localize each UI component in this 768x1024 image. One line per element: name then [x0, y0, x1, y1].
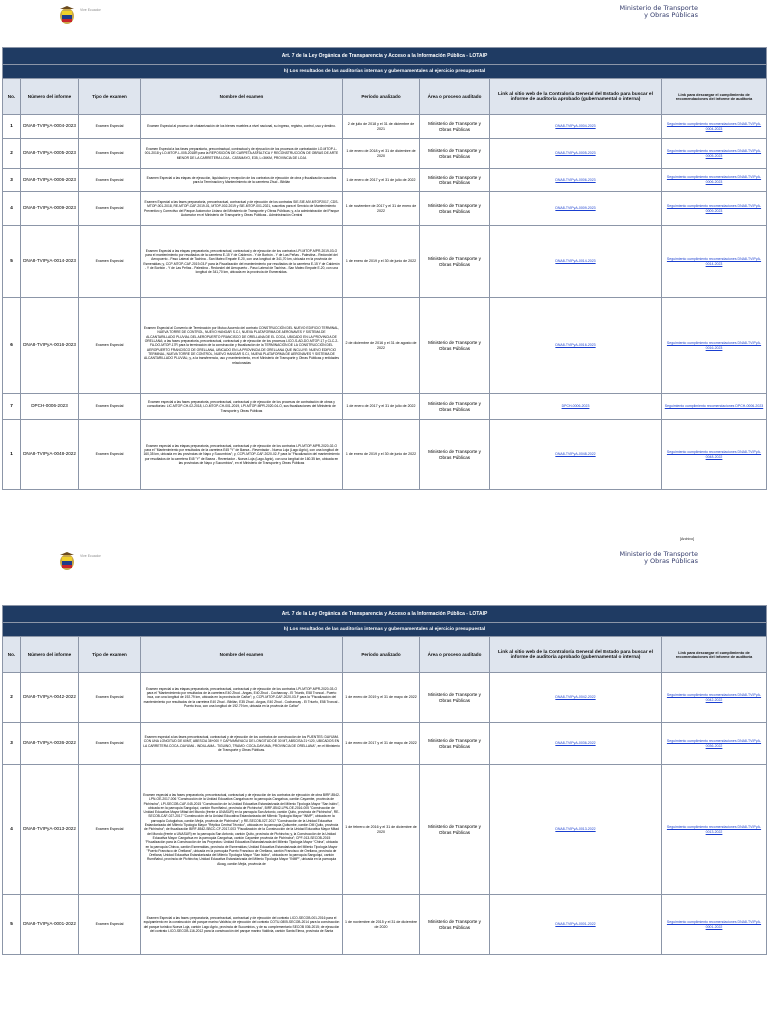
follow-up-link[interactable]: Seguimiento cumplimiento recomendaciones DNA8-TVIPyA-0009-2023: [666, 203, 762, 213]
period-analyzed: 1 de enero de 2019 y el 30 de junio de 2022: [343, 420, 420, 490]
cge-report-link[interactable]: DNA8-TVIPyA-0014-2023: [555, 259, 596, 264]
follow-link-cell: [662, 298, 767, 394]
audit-table-page-2: [2, 605, 767, 955]
exam-type: Examen Especial: [79, 115, 141, 139]
cge-report-link[interactable]: DNA8-TVIPyA-0005-2023: [555, 151, 596, 156]
exam-type: Examen Especial: [79, 895, 141, 955]
cge-link-cell: [490, 115, 662, 139]
report-number: DPCH-0006-2023: [21, 394, 79, 420]
report-number: DNA8-TVIPyA-0005-2023: [21, 139, 79, 169]
cge-link-cell: [490, 139, 662, 169]
follow-up-link[interactable]: Seguimiento cumplimiento recomendaciones DNA8-TVIPyA-0013-2022: [666, 824, 762, 834]
cge-report-link[interactable]: DNA8-TVIPyA-0042-2022: [555, 695, 596, 700]
follow-link-cell: [662, 115, 767, 139]
period-analyzed: 1 de enero de 2018 y el 31 de diciembre de 2020: [343, 139, 420, 169]
ministry-line-2: y Obras Públicas: [644, 557, 698, 565]
page-2-viewport: [0, 605, 768, 1024]
row-number: 3: [3, 169, 21, 192]
cge-report-link[interactable]: DNA8-TVIPyA-0009-2023: [555, 206, 596, 211]
audit-table-page-1: [2, 47, 767, 490]
period-analyzed: 1 de noviembre de 2015 y el 31 de diciembre de 2020: [343, 895, 420, 955]
cge-link-cell: [490, 765, 662, 895]
row-number: 5: [3, 895, 21, 955]
table-subtitle: h) Los resultados de las auditorías internas y gubernamentales al ejercicio presupuestal: [3, 65, 767, 79]
row-number: 1: [3, 115, 21, 139]
exam-name: Examen especial a las etapas preparatoria, precontractual, contractual y de ejecución de los contratos LPI-MTOP-MPR-2020-02-O para el "Mantenimiento por resultados de la carretera E45 "Y" de Baeza - Reventador - Nueva Loja (Lago Agrio), con una longitud de 160,35 km, ubicada en las provincias de Napo y Sucumbíos"; y, CCPI-MTOP-CAF-2020-02-F para la "Fiscalización del mantenimiento por resultados de la carretera E45 "Y" de Baeza - Reventador - Nueva Loja (Lago Agrio), con una longitud de 160.35 km, ubicada en las provincias de Napo y Sucumbíos", en el Ministerio de Transporte y Obras Públicas: [141, 420, 343, 490]
exam-name: Examen Especial al proceso de chatarrización de los bienes muebles a nivel nacional, su ingreso, registro, control, uso y destino.: [141, 115, 343, 139]
audited-area: Ministerio de Transporte y Obras Públicas: [420, 226, 490, 298]
audited-area: Ministerio de Transporte y Obras Públicas: [420, 139, 490, 169]
col-header-exam: Nombre del examen: [141, 637, 343, 673]
col-header-follow-link: Link para descargar el cumplimiento de recomendaciones del informe de auditoría: [662, 79, 767, 115]
cge-link-cell: [490, 192, 662, 226]
follow-up-link[interactable]: Seguimiento cumplimiento recomendaciones DNA8-TVIPyA-0006-2023: [666, 175, 762, 184]
exam-name: Examen especial a las fases preparatoria, precontractual, contractual y de ejecución de los contratos de ejecución de obra BIRF-8542-LPN-OE-2017-006 "Construcción de la Unidad Educativa Cangahua en la parroquia Cangahua, cantón Cayambe, provincia de Pichincha", LPI-SECOB-CAF-045-2015 "Construcción de la Unidad Educativa Estandarizada del Milenio Tipología Mayor "San Isidro", ubicada en la parroquia Sangolquí, cantón Rumiñahui, provincia de Pichincha", BIRF-8542-LPN-OE-2016-005 "Construcción de Unidad Educativa Mayor Mitad del Mundo (frente a UNASUR) en la parroquia San Antonio, cantón Quito, provincia de Pichincha", RE-SECOB-CAF-027-2017 "Construcción de la Unidad Educativa Estandarizada del Milenio Tipología Mayor "INMP", ubicada en la parroquia Cutuglahua, cantón Mejía, provincia de Pichincha"; y RE-SECOB-027-2017 "Construcción de la Unidad Educativa Estandarizada del Milenio Tipología Mayor "Réplica Central Técnico", ubicada en la parroquia Quitumbe, cantón DM Quito, provincia de Pichincha"; de fiscalización BIRF-8542-SBCC-CF-2017-003 "Fiscalización de la Construcción de la Unidad Educativa Mayor Mitad del Mundo (frente a UNASUR) en la parroquia San Antonio, cantón Quito, provincia de Pichincha; y, la Construcción de la Unidad Educativa Mayor Cangahua en la parroquia Cangahua, cantón Cayambe provincia de Pichincha"; CPF-013-SECOB-2015 "Fiscalización para la Construcción de los Proyectos: Unidad Educativa Estandarizada del Milenio Tipología Mayor "China", ubicada en la parroquia Chinca, cantón Esmeraldas, provincia de Esmeraldas; Unidad Educativa Estandarizada del Milenio Tipología Mayor "Puerto Francisco de Orellana", ubicada en la parroquia Puerto Francisco de Orellana, cantón Francisco de Orellana, provincia de Orellana; Unidad Educativa Estandarizada del Milenio Tipología Mayor "San Isidro", ubicada en la parroquia Sangolquí, cantón Rumiñahui, provincia de Pichincha; Unidad Educativa Estandarizada del Milenio Tipología Mayor "INMP", ubicada en la parroquia Aloag, cantón Mejía, provincia de: [141, 765, 343, 895]
report-number: DNA8-TVIPyA-0004-2023: [21, 115, 79, 139]
follow-up-link[interactable]: Seguimiento cumplimiento recomendaciones DNA8-TVIPyA-0005-2023: [666, 148, 762, 158]
report-number: DNA8-TVIPyA-0036-2022: [21, 723, 79, 765]
table-row: [3, 723, 767, 765]
ministry-name: [620, 5, 699, 19]
cge-link-cell: [490, 895, 662, 955]
cge-link-cell: [490, 420, 662, 490]
table-row: [3, 895, 767, 955]
row-number: 5: [3, 226, 21, 298]
cge-link-cell: [490, 298, 662, 394]
exam-type: Examen Especial: [79, 192, 141, 226]
table-row: [3, 765, 767, 895]
table-row: [3, 226, 767, 298]
cge-report-link[interactable]: DNA8-TVIPyA-0013-2022: [555, 827, 596, 832]
audited-area: Ministerio de Transporte y Obras Públicas: [420, 394, 490, 420]
follow-link-cell: [662, 139, 767, 169]
follow-link-cell: [662, 169, 767, 192]
row-number: 4: [3, 192, 21, 226]
table-row: [3, 673, 767, 723]
ecuador-logo: [56, 6, 78, 26]
exam-type: Examen Especial: [79, 723, 141, 765]
logo-text: Vive Ecuador: [80, 8, 101, 12]
report-number: DNA8-TVIPyA-0016-2023: [21, 298, 79, 394]
col-header-area: Área o proceso auditado: [420, 637, 490, 673]
col-header-no: No.: [3, 637, 21, 673]
audited-area: Ministerio de Transporte y Obras Públicas: [420, 115, 490, 139]
follow-link-cell: [662, 673, 767, 723]
exam-type: Examen Especial: [79, 765, 141, 895]
period-analyzed: 1 de enero de 2019 y el 30 de junio de 2022: [343, 226, 420, 298]
cge-report-link[interactable]: DNA8-TVIPyA-0016-2023: [555, 343, 596, 348]
col-header-tipo: Tipo de examen: [79, 79, 141, 115]
cge-link-cell: [490, 226, 662, 298]
col-header-cge-link: Link al sitio web de la Contraloría General del Estado para buscar el informe de auditoría aprobado (gubernamental o interna): [490, 637, 662, 673]
period-analyzed: 1 de enero de 2019 y el 31 de mayo de 2022: [343, 673, 420, 723]
follow-up-link[interactable]: Seguimiento cumplimiento recomendaciones DNA8-TVIPyA-0042-2022: [666, 692, 762, 702]
follow-link-cell: [662, 723, 767, 765]
exam-type: Examen Especial: [79, 394, 141, 420]
table-row: [3, 169, 767, 192]
follow-up-link[interactable]: Seguimiento cumplimiento recomendaciones DNA8-TVIPyA-0016-2023: [666, 340, 762, 350]
col-header-exam: Nombre del examen: [141, 79, 343, 115]
exam-name: Examen Especial a las fases preparatoria, precontractual, contractual y de ejecución de los procesos de contratación LO-MTOP-L-001-2018 y LO-MTOP-L-005-2018R para la REPOSICIÓN DE CARPETA ASFÁLTICA Y RECONSTRUCCIÓN DE OBRAS DE ARTE MENOR DE LA CARRETERA LOJA - CATAMAYO, E35, L=36KM, PROVINCIA DE LOJA: [141, 139, 343, 169]
follow-up-link[interactable]: Seguimiento cumplimiento recomendaciones DNA8-TVIPyA-0048-2022: [666, 449, 762, 459]
col-header-area: Área o proceso auditado: [420, 79, 490, 115]
cge-report-link[interactable]: DNA8-TVIPyA-0001-2022: [555, 922, 596, 927]
col-header-tipo: Tipo de examen: [79, 637, 141, 673]
cge-report-link[interactable]: DNA8-TVIPyA-0004-2023: [555, 124, 596, 129]
report-number: DNA8-TVIPyA-0006-2023: [21, 169, 79, 192]
cge-link-cell: [490, 394, 662, 420]
exam-name: Examen Especial a las etapas de ejecución, liquidación y recepción de los contratos de ejecución de obra y fiscalización suscritos para la Terminación y Mantenimiento de la carretera Zhud - Biblián: [141, 169, 343, 192]
exam-name: Examen Especial a las etapas preparatoria, precontractual, contractual y de ejecución de los contratos LPI-MTOP-MPR-2019-03-O para el mantenimiento por resultados de la carretera E-15 Y de Calderón - Y de Borbón - Y de Las Peñas - Palestina - Redondel del Aeropuerto - Paso Lateral de Tachina - San Mateo Empate E-20, con una longitud de 341,70 km, ubicada en la provincia de Esmeraldas; y, CCP-MTOP-CAF-2019-03-F para la Fiscalización del mantenimiento por resultados de la carretera E-15 Y de Calderón - Y de Borbón - Y de Las Peñas - Palestina - Redondel del Aeropuerto - Paso Lateral de Tachina - San Mateo Empate E-20, con una longitud de 341,70 km, ubicada en la provincia de Esmeraldas.: [141, 226, 343, 298]
exam-name: Examen Especial al Convenio de Terminación por Mutuo Acuerdo del contrato CONSTRUCCIÓN DEL NUEVO EDIFICIO TERMINAL, NUEVA TORRE DE CONTROL, NUEVO HANGAR S.C.I, NUEVA PLATAFORMA DE AERONAVES Y SISTEMA DE ALCANTARILLADO PLUVIAL DEL AEROPUERTO FRANCISCO DE ORELLANA DE EL COCA, UBICADO EN LA PROVINCIA DE ORELLANA; a las fases preparatoria, precontractual, contractual y de ejecución de los procesos LICO-S-AD-DO-MTOP-17 y CLC-2-FA-DO-MTOP-17R para la terminación de la construcción y fiscalización de la TERMINACIÓN DE LA CONSTRUCCIÓN DEL AEROPUERTO FRANCISCO DE ORELLANA, UBICADO EN LA PROVINCIA DE ORELLANA QUE INCLUYE: NUEVO EDIFICIO TERMINAL, NUEVA TORRE DE CONTROL, NUEVO HANGAR S.C.I, NUEVA PLATAFORMA DE AERONAVES Y SISTEMA DE ALCANTARILLADO PLUVIAL; y, a la transferencia, uso y mantenimiento, en el Ministerio de Transporte y Obras Públicas y entidades relacionadas: [141, 298, 343, 394]
ecuador-shield-icon: [56, 6, 78, 26]
row-number: 6: [3, 298, 21, 394]
period-analyzed: 1 de enero de 2017 y el 31 de julio de 2022: [343, 394, 420, 420]
table-row: [3, 115, 767, 139]
report-number: DNA8-TVIPyA-0042-2022: [21, 673, 79, 723]
follow-up-link[interactable]: Seguimiento cumplimiento recomendaciones DPCH-0006-2023: [664, 404, 764, 409]
table-title: Art. 7 de la Ley Orgánica de Transparencia y Acceso a la Información Pública - LOTAIP: [3, 48, 767, 65]
table-body-page-2: [3, 673, 767, 955]
audited-area: Ministerio de Transporte y Obras Públicas: [420, 723, 490, 765]
col-header-report: Número del informe: [21, 79, 79, 115]
table-row: [3, 139, 767, 169]
page-header-2: [0, 546, 768, 576]
audited-area: Ministerio de Transporte y Obras Públicas: [420, 765, 490, 895]
exam-type: Examen Especial: [79, 673, 141, 723]
period-analyzed: 2 de julio de 2018 y el 31 de diciembre de 2021: [343, 115, 420, 139]
follow-up-link[interactable]: Seguimiento cumplimiento recomendaciones DNA8-TVIPyA-0001-2022: [666, 919, 762, 929]
exam-type: Examen Especial: [79, 420, 141, 490]
cge-link-cell: [490, 169, 662, 192]
exam-name: Examen especial a las fases precontractual, contractual y de ejecución de los contratos de construcción de los PUENTES: DAYUMA CON UNA LONGITUD DE 60MT, ABESCIA 38+000 Y CAPIVARAYACU DE LONGITUD DE 30 MT, ABSCISA 21+120, UBICADOS EN LA CARRETERA COCA -DAYUMA - INDILLAMA - TIGUINO, TRAMO: COCA-DAYUMA, PROVINCIA DE ORELLANA", en el Ministerio de Transporte y Obras Públicas.: [141, 723, 343, 765]
follow-link-cell: [662, 394, 767, 420]
follow-link-cell: [662, 192, 767, 226]
col-header-report: Número del informe: [21, 637, 79, 673]
follow-up-link[interactable]: Seguimiento cumplimiento recomendaciones DNA8-TVIPyA-0036-2022: [666, 738, 762, 748]
follow-link-cell: [662, 765, 767, 895]
follow-link-cell: [662, 420, 767, 490]
exam-name: Examen Especial a las fases preparatoria, precontractual, contractual y de ejecución de los contratos SIE-SIE-MV-MTOP2017, CDS-MTOP-001-2018, RE-MTOP-CAF-2019-01, MTOP-002-2019 y SIE-MTOP-001-2021, suscritos para el Servicio de Mantenimiento Preventivo y Correctivo del Parque Automotor Liviano del Ministerio de Transporte y Obras Públicas; y, a la administración del Parque Automotor en el Ministerio de Transporte y Obras Públicas - Administración Central: [141, 192, 343, 226]
exam-name: Examen especial a las fases preparatoria, precontractual, contractual y de ejecución de los procesos de contratación de obras y consultorías: LIC-MTOP-CH-02-2018, LO-MTOP-CH-001-2019, LPI-MTOP-MPR-2020-04-O, sus fiscalizaciones del Ministerio de Transporte y Obras Públicas: [141, 394, 343, 420]
row-number: 7: [3, 394, 21, 420]
page-header-1: [0, 0, 768, 30]
cge-link-cell: [490, 673, 662, 723]
row-number: 2: [3, 673, 21, 723]
table-row: [3, 298, 767, 394]
audited-area: Ministerio de Transporte y Obras Públicas: [420, 192, 490, 226]
exam-name: Examen especial a las etapas preparatoria, precontractual, contractual y de ejecución de los contratos LPI-MTOP-MPR-2020-03-O para el "Mantenimiento por resultados de la carretera E40 Zhud - Angas, E40 Zhud - Cochancay - El Triunfo, E58 Troncal - Puerto Inca, con una longitud de 192.79 km, ubicada en la provincia de Cañar"; y, CCPI-MTOP-CAF-2020-03-F para la "Fiscalización del mantenimiento por resultados de la carretera E40 Zhud - Biblián, E35 Zhud - Angas, E40 Zhud - Cochancay - El Triunfo, E58 Troncal - Puerto Inca, con una longitud de 192.79 km, ubicada en la provincia de Cañar": [141, 673, 343, 723]
ecuador-logo: [56, 552, 78, 572]
ministry-line-1: Ministerio de Transporte: [619, 4, 698, 12]
exam-name: Examen Especial a las fases: preparatoria, precontractual, contractual y de ejecución del contrato LICO-SECOB-001-2016 para el equipamiento en la construcción del parque marino Valdivia; de ejecución del contrato COTU-0805-SECOB-2014 para la construcción del parque turístico Nueva Loja, cantón Lago Agrio, provincia de Sucumbíos, y de su complementario SECOB 036-2015; de ejecución del contrato LICO-SECOB-116-2012 para la construcción del parque marino Valdivia, cantón Santa Elena, provincia de Santa: [141, 895, 343, 955]
period-analyzed: 1 de enero de 2017 y el 31 de mayo de 2022: [343, 723, 420, 765]
cge-report-link[interactable]: DPCH-0006-2023: [561, 404, 590, 409]
row-number: 4: [3, 765, 21, 895]
report-number: DNA8-TVIPyA-0014-2023: [21, 226, 79, 298]
row-number: 1: [3, 420, 21, 490]
period-analyzed: 1 de enero de 2017 y el 31 de julio de 2022: [343, 169, 420, 192]
period-analyzed: 2 de diciembre de 2016 y el 31 de agosto de 2022: [343, 298, 420, 394]
ecuador-shield-icon: [56, 552, 78, 572]
ministry-line-2: y Obras Públicas: [644, 11, 698, 19]
exam-type: Examen Especial: [79, 169, 141, 192]
period-analyzed: 1 de noviembre de 2017 y el 31 de enero de 2022: [343, 192, 420, 226]
report-number: DNA8-TVIPyA-0013-2022: [21, 765, 79, 895]
col-header-no: No.: [3, 79, 21, 115]
col-header-periodo: Período analizado: [343, 637, 420, 673]
report-number: DNA8-TVIPyA-0048-2022: [21, 420, 79, 490]
period-analyzed: 1 de febrero de 2016 y el 31 de diciembre de 2020: [343, 765, 420, 895]
exam-type: Examen Especial: [79, 298, 141, 394]
archivo-label: [Archivo]: [680, 537, 694, 541]
audited-area: Ministerio de Transporte y Obras Públicas: [420, 420, 490, 490]
ministry-line-1: Ministerio de Transporte: [619, 550, 698, 558]
follow-up-link[interactable]: Seguimiento cumplimiento recomendaciones DNA8-TVIPyA-0004-2023: [666, 121, 762, 131]
cge-report-link[interactable]: DNA8-TVIPyA-0048-2022: [555, 452, 596, 457]
follow-link-cell: [662, 895, 767, 955]
exam-type: Examen Especial: [79, 139, 141, 169]
ministry-name: [620, 551, 699, 565]
audited-area: Ministerio de Transporte y Obras Públicas: [420, 169, 490, 192]
table-subtitle: h) Los resultados de las auditorías internas y gubernamentales al ejercicio presupuestal: [3, 623, 767, 637]
table-row: [3, 192, 767, 226]
audited-area: Ministerio de Transporte y Obras Públicas: [420, 673, 490, 723]
follow-link-cell: [662, 226, 767, 298]
logo-text: Vive Ecuador: [80, 554, 101, 558]
col-header-follow-link: Link para descargar el cumplimiento de recomendaciones del informe de auditoría: [662, 637, 767, 673]
follow-up-link[interactable]: Seguimiento cumplimiento recomendaciones DNA8-TVIPyA-0014-2023: [666, 256, 762, 266]
cge-link-cell: [490, 723, 662, 765]
report-number: DNA8-TVIPyA-0009-2023: [21, 192, 79, 226]
cge-report-link[interactable]: DNA8-TVIPyA-0036-2022: [555, 741, 596, 746]
exam-type: Examen Especial: [79, 226, 141, 298]
col-header-cge-link: Link al sitio web de la Contraloría General del Estado para buscar el informe de auditoría aprobado (gubernamental o interna): [490, 79, 662, 115]
table-title: Art. 7 de la Ley Orgánica de Transparencia y Acceso a la Información Pública - LOTAIP: [3, 606, 767, 623]
audited-area: Ministerio de Transporte y Obras Públicas: [420, 895, 490, 955]
table-row: [3, 420, 767, 490]
row-number: 2: [3, 139, 21, 169]
audited-area: Ministerio de Transporte y Obras Públicas: [420, 298, 490, 394]
table-row: [3, 394, 767, 420]
row-number: 3: [3, 723, 21, 765]
table-body-page-1: [3, 115, 767, 490]
cge-report-link[interactable]: DNA8-TVIPyA-0006-2023: [555, 177, 596, 182]
col-header-periodo: Período analizado: [343, 79, 420, 115]
report-number: DNA8-TVIPyA-0001-2022: [21, 895, 79, 955]
